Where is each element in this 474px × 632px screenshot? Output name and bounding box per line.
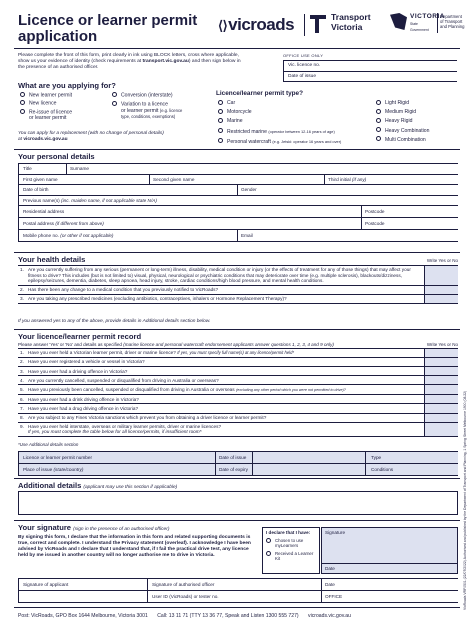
record-q2-answer[interactable] (424, 358, 458, 366)
third-initial-label: Third initial (if any) (328, 176, 367, 182)
option-conversion[interactable]: Conversion (interstate) (112, 92, 182, 100)
licence-type-col-3 (376, 99, 429, 145)
second-given-label: Second given name (153, 176, 195, 182)
personal-heading: Your personal details (18, 152, 95, 161)
signature-label: Signature (325, 530, 346, 535)
record-q6: 6. Have you ever had a drink driving offence in Victoria? (18, 394, 458, 403)
hist-date-of-issue-label: Date of issue (219, 455, 247, 460)
intro-text: Please complete the front of this form, print clearly in ink using BLOCK letters, cross where applicable, show us your evidence of identity (check requirements at transport.vic.gov.au) and then sign below in the presence of an authorised officer. (18, 53, 280, 71)
dept-line-3: and Planning (440, 24, 465, 29)
health-footer-note: If you answered yes to any of the above, provide details in Additional details section below. (18, 319, 211, 324)
type-heavy-rigid[interactable]: Heavy Rigid (376, 117, 429, 126)
type-car[interactable]: Car (218, 99, 341, 108)
health-q1-answer[interactable] (424, 266, 458, 285)
section-rule (14, 252, 460, 253)
footer (18, 613, 351, 619)
radio-icon[interactable] (376, 127, 381, 132)
vicroads-logo: ⟨⟩vicroads (218, 15, 295, 34)
history-row-2 (19, 463, 458, 475)
option-new-learner-permit[interactable]: New learner permit (20, 92, 72, 100)
signature-heading: Your signature (sign in the presence of an authorised officer) (18, 523, 170, 532)
radio-icon[interactable] (20, 109, 25, 114)
tv-line-2: Victoria (331, 21, 363, 32)
signature-field[interactable] (321, 527, 458, 574)
radio-icon[interactable] (20, 100, 25, 105)
officer-row-1 (19, 578, 458, 590)
replacement-note: You can apply for a replacement (with no change of personal details) at vicroads.vic.gov.au (18, 131, 164, 142)
radio-icon[interactable] (266, 551, 271, 556)
record-q6-answer[interactable] (424, 395, 458, 403)
office-use-box (283, 53, 457, 82)
dept-line-2: of Transport (440, 19, 463, 24)
footer-call: Call: 13 11 71 (TTY 13 36 77, Speak and Listen 1300 555 727) (157, 613, 299, 619)
row-title-surname (19, 163, 458, 174)
declare-box (262, 527, 320, 574)
first-given-label: First given name (23, 176, 58, 182)
type-light-rigid[interactable]: Light Rigid (376, 99, 429, 108)
dept-line-1: Department (440, 14, 462, 19)
section-rule (14, 520, 460, 521)
footer-rule (14, 607, 460, 608)
health-q3-answer[interactable] (424, 295, 458, 303)
type-multi-combination[interactable]: Multi Combination (376, 136, 429, 145)
intro-link[interactable]: transport.vic.gov.au (142, 59, 189, 65)
gov-line-2: State Government (410, 21, 429, 32)
personal-grid (18, 163, 458, 242)
office-use-heading: OFFICE USE ONLY (283, 53, 324, 58)
footer-post: Post: VicRoads, GPO Box 1644 Melbourne, Victoria 3001 (18, 613, 148, 619)
licence-type-heading: Licence/learner permit type? (216, 90, 304, 97)
surname-label: Surname (70, 166, 90, 171)
user-id-label: User ID (VicRoads) or tester no. (152, 594, 219, 599)
record-q3: 3. Have you ever had a driving offence in Victoria? (18, 366, 458, 375)
radio-icon[interactable] (112, 101, 117, 106)
officer-date-label: Date (325, 582, 335, 587)
office-licence-no-field[interactable]: Vic. licence no. (283, 60, 457, 71)
record-q9: 9. Have you ever held interstate, overseas or military learner permits, driver or marine licences? If yes, you must complete the table below for all licence/permits, if insufficient room* (18, 422, 458, 437)
record-q7-answer[interactable] (424, 404, 458, 412)
signature-date-label: Date (325, 566, 335, 571)
radio-icon[interactable] (218, 109, 223, 114)
row-residential (19, 205, 458, 217)
health-q1: 1. Are you currently suffering from any serious (permanent or long-term) illness, disability, medical condition or injury (or the effects of treatment for any of those things) that may affect your fitness to drive? This includes (but is not limited to) visual, physical, neurological or psychiatric conditions that may deteriorate over time (e.g. multiple sclerosis), blackouts/dizziness, epilepsy/seizures, dementia, diabetes, sleep apnoea, head injury, stroke, cardiac conditions/high blood pressure, and mental health conditions. (18, 265, 458, 285)
residential-label: Residential address (23, 209, 65, 214)
section-rule (14, 329, 460, 330)
hist-conditions-label: Conditions (371, 467, 394, 472)
radio-icon[interactable] (376, 109, 381, 114)
declare-heading: I declare that I have: (266, 530, 311, 535)
type-medium-rigid[interactable]: Medium Rigid (376, 108, 429, 117)
email-label: Email (241, 233, 253, 238)
record-q8: 8. Are you subject to any Fines Victoria sanctions which prevent you from obtaining a driver licence or learner permit? (18, 413, 458, 422)
dob-label: Date of birth (23, 187, 49, 192)
record-q8-answer[interactable] (424, 414, 458, 422)
option-variation[interactable]: Variation to a licence or learner permit (e.g. licence type, conditions, exemptions) (112, 101, 182, 121)
record-q2: 2. Have you ever registered a vehicle or vessel in Victoria? (18, 357, 458, 366)
licence-history-table (18, 451, 458, 476)
transport-t-icon (310, 15, 326, 33)
logo-group (218, 13, 466, 39)
licence-permit-no-label: Licence or learner permit number (23, 455, 93, 460)
hist-type-label: Type (371, 455, 382, 460)
type-restricted-marine[interactable]: Restricted marine (operator between 12-16 years of age) (218, 127, 341, 137)
health-questions (18, 265, 458, 304)
postcode-label-2: Postcode (365, 221, 385, 226)
logo-divider (304, 14, 305, 36)
officer-grid (18, 578, 458, 603)
health-heading: Your health details (18, 255, 86, 264)
postal-label: Postal address (if different from above) (23, 221, 104, 226)
apply-col-2 (112, 92, 182, 121)
record-questions (18, 348, 458, 437)
radio-icon[interactable] (266, 538, 271, 543)
radio-icon[interactable] (112, 92, 117, 97)
health-q2: 2. Has there been any change to a medical condition that you previously notified to VicRoads? (18, 285, 458, 294)
side-print-code: VicRoads VRF0501 (22/07/2022) Authorised and published by the Department of Transport and Planning, 1 Spring Street Melbourne 1900 (08.22) (463, 390, 467, 610)
mobile-label: Mobile phone no. (or other if not applicable) (23, 233, 114, 238)
option-mylearners[interactable]: Chosen to use myLearners (263, 537, 319, 549)
type-heavy-combination[interactable]: Heavy Combination (376, 127, 429, 136)
record-q7: 7. Have you ever had a drug driving offence in Victoria? (18, 403, 458, 412)
record-q5-answer[interactable] (424, 385, 458, 394)
record-q9-answer[interactable] (424, 423, 458, 436)
history-row-1 (19, 451, 458, 463)
health-q2-answer[interactable] (424, 286, 458, 294)
header-rule (14, 48, 460, 49)
previous-names-label: Previous name(s) (inc. maiden name, if not applicable state N/A) (23, 197, 157, 203)
row-dob-gender (19, 184, 458, 195)
title-label: Title (23, 166, 32, 171)
tv-line-1: Transport (331, 12, 371, 22)
additional-details-field[interactable] (18, 491, 458, 515)
vicroads-swirl-icon: ⟨⟩ (218, 18, 228, 33)
apply-col-1 (20, 92, 72, 121)
record-heading: Your licence/learner permit record (18, 332, 142, 341)
health-write-yes-no: Write Yes or No (426, 258, 458, 263)
signature-date-field[interactable] (322, 563, 457, 573)
office-date-of-issue-field[interactable]: Date of issue (283, 71, 457, 82)
radio-icon[interactable] (376, 136, 381, 141)
record-write-yes-no: Write Yes or No (426, 342, 458, 347)
gender-label: Gender (241, 187, 257, 192)
section-rule (14, 478, 460, 479)
row-mobile-email (19, 229, 458, 241)
gov-line-1: VICTORIA (410, 13, 445, 20)
row-postal (19, 217, 458, 229)
radio-icon[interactable] (218, 128, 223, 133)
radio-icon[interactable] (218, 138, 223, 143)
postcode-label-1: Postcode (365, 209, 385, 214)
victoria-state-icon (390, 13, 407, 30)
record-instruction: Please answer 'Yes' or 'No' and details as specified (marine licence and personal watercraft endorsement applicants answer questions 1, 2, 3, 4 and 9 only) (18, 342, 334, 347)
health-q3: 3. Are you taking any prescribed medicines (excluding antibiotics, contraceptives, inhalers or Hormone Replacement Therapy)? (18, 294, 458, 303)
declaration-text: By signing this form, I declare that the information in this form and related supporting documents is true, correct and complete. I understand the Privacy statement (overleaf). I acknowledge I have been advised by VicRoads and I declare that I understand that, if I fail the practical drive test, any licence held by me issued in another country will no longer authorise me to drive in Victoria. (18, 535, 251, 558)
row-given-names (19, 174, 458, 185)
office-label: OFFICE (325, 594, 343, 599)
record-q3-answer[interactable] (424, 367, 458, 375)
place-of-issue-label: Place of issue (state/country) (23, 467, 84, 472)
gov-divider (437, 13, 438, 33)
type-personal-watercraft[interactable]: Personal watercraft (e.g. Jetski: operator 16 years and over) (218, 137, 341, 147)
radio-icon[interactable] (218, 118, 223, 123)
record-q4-answer[interactable] (424, 376, 458, 384)
authorised-signature-label: Signature of authorised officer (152, 582, 215, 587)
use-additional-note: *Use Additional details section (18, 442, 79, 447)
apply-heading: What are you applying for? (18, 81, 116, 90)
row-previous-names (19, 195, 458, 206)
option-learner-kit[interactable]: Received a Learner Kit (263, 549, 319, 563)
record-q1: 1. Have you ever held a Victorian learner permit, driver or marine licence? If yes, you must specify full name(s) at any licence/permit held* (18, 348, 458, 357)
intro-line-3: the presence of an authorised officer. (18, 65, 99, 71)
form-title (18, 13, 208, 45)
radio-icon[interactable] (376, 100, 381, 105)
type-motorcycle[interactable]: Motorcycle (218, 108, 341, 117)
licence-type-col-1 (218, 99, 341, 147)
title-line-1: Licence or learner permit (18, 12, 198, 29)
title-line-2: application (18, 28, 98, 45)
applicant-signature-label: Signature of applicant (23, 582, 69, 587)
option-reissue[interactable]: Re-issue of licence or learner permit (20, 109, 72, 122)
replacement-link[interactable]: vicroads.vic.gov.au (23, 136, 68, 142)
hist-date-of-expiry-label: Date of expiry (219, 467, 248, 472)
option-new-licence[interactable]: New licence (20, 100, 72, 108)
radio-icon[interactable] (376, 118, 381, 123)
additional-heading: Additional details (applicant may use this section if applicable) (18, 481, 178, 490)
radio-icon[interactable] (20, 92, 25, 97)
officer-row-2 (19, 590, 458, 602)
type-marine[interactable]: Marine (218, 117, 341, 126)
intro-line-1: Please complete the front of this form, print clearly in ink using BLOCK letters, cross where applicable, (18, 53, 239, 58)
section-rule (14, 149, 460, 150)
record-q1-answer[interactable] (424, 349, 458, 357)
footer-web[interactable]: vicroads.vic.gov.au (308, 613, 351, 619)
record-q4: 4. Are you currently cancelled, suspended or disqualified from driving in Australia or overseas? (18, 375, 458, 384)
record-q5: 5. Have you previously been cancelled, suspended or disqualified from driving in Australia or overseas (excluding any other period which you were not permitted to drive)? (18, 384, 458, 394)
radio-icon[interactable] (218, 100, 223, 105)
